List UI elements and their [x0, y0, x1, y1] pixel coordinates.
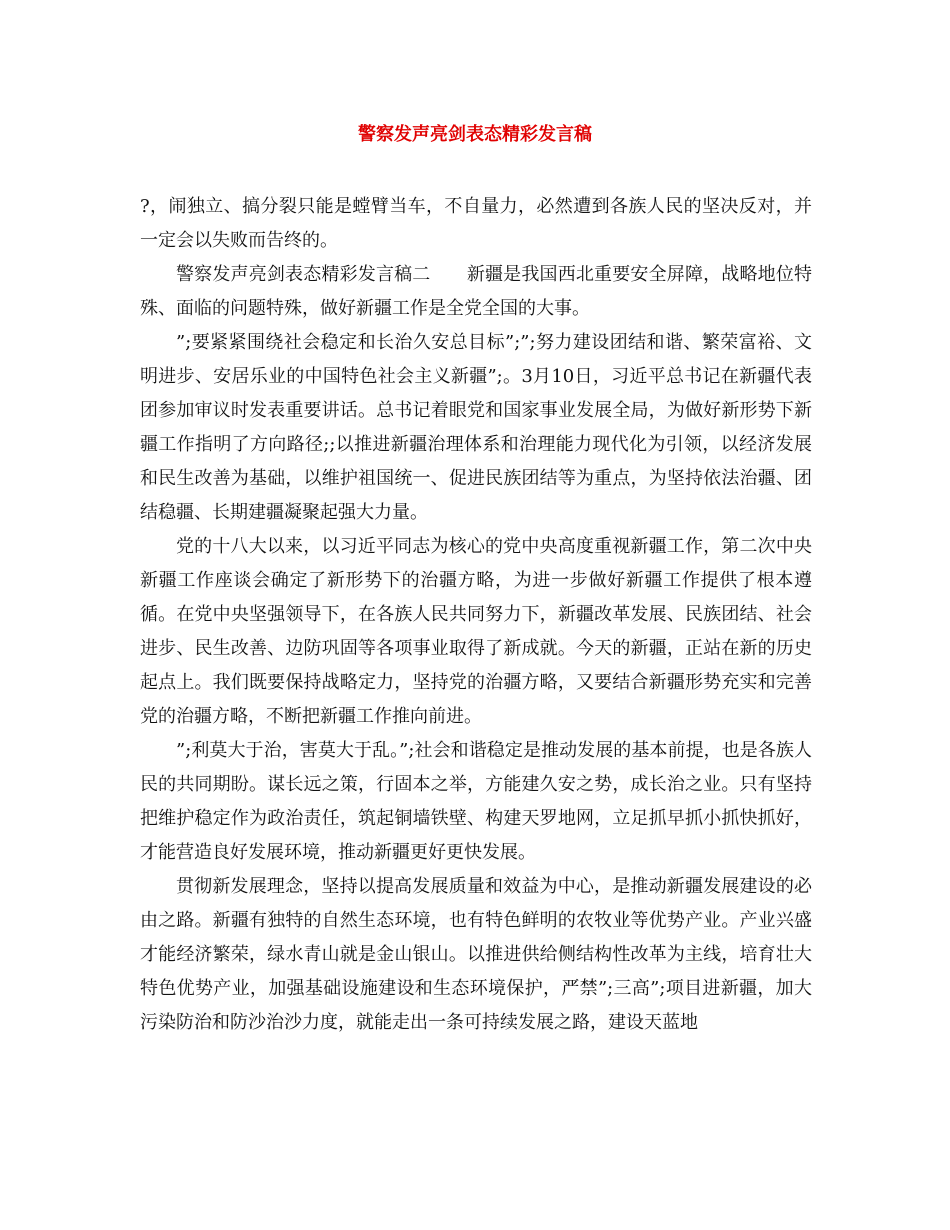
paragraph-6: 贯彻新发展理念，坚持以提高发展质量和效益为中心，是推动新疆发展建设的必由之路。新疆有独特的自然生态环境，也有特色鲜明的农牧业等优势产业。产业兴盛才能经济繁荣，绿水青山就是金山银山。以推进供给侧结构性改革为主线，培育壮大特色优势产业，加强基础设施建设和生态环境保护，严禁”;三高”;项目进新疆，加大污染防治和防沙治沙力度，就能走出一条可持续发展之路，建设天蓝地 — [140, 876, 812, 1033]
document-body — [140, 190, 812, 1040]
document-title: 警察发声亮剑表态精彩发言稿 — [358, 124, 592, 145]
paragraph-4: 党的十八大以来，以习近平同志为核心的党中央高度重视新疆工作，第二次中央新疆工作座谈会确定了新形势下的治疆方略，为进一步做好新疆工作提供了根本遵循。在党中央坚强领导下，在各族人民共同努力下，新疆改革发展、民族团结、社会进步、民生改善、边防巩固等各项事业取得了新成就。今天的新疆，正站在新的历史起点上。我们既要保持战略定力，坚持党的治疆方略，又要结合新疆形势充实和完善党的治疆方略，不断把新疆工作推向前进。 — [140, 536, 812, 727]
paragraph-1: ?，闹独立、搞分裂只能是螳臂当车，不自量力，必然遭到各族人民的坚决反对，并一定会以失败而告终的。 — [140, 196, 812, 251]
paragraph-5: ”;利莫大于治，害莫大于乱。”;社会和谐稳定是推动发展的基本前提，也是各族人民的共同期盼。谋长远之策，行固本之举，方能建久安之势，成长治之业。只有坚持把维护稳定作为政治责任，筑起铜墙铁壁、构建天罗地网，立足抓早抓小抓快抓好，才能营造良好发展环境，推动新疆更好更快发展。 — [140, 740, 812, 863]
paragraph-2: 警察发声亮剑表态精彩发言稿二 新疆是我国西北重要安全屏障，战略地位特殊、面临的问题特殊，做好新疆工作是全党全国的大事。 — [140, 264, 812, 319]
paragraph-3: ”;要紧紧围绕社会稳定和长治久安总目标”;”;努力建设团结和谐、繁荣富裕、文明进步、安居乐业的中国特色社会主义新疆”;。3月10日，习近平总书记在新疆代表团参加审议时发表重要讲话。总书记着眼党和国家事业发展全局，为做好新形势下新疆工作指明了方向路径;;以推进新疆治理体系和治理能力现代化为引领，以经济发展和民生改善为基础，以维护祖国统一、促进民族团结等为重点，为坚持依法治疆、团结稳疆、长期建疆凝聚起强大力量。 — [140, 332, 812, 523]
